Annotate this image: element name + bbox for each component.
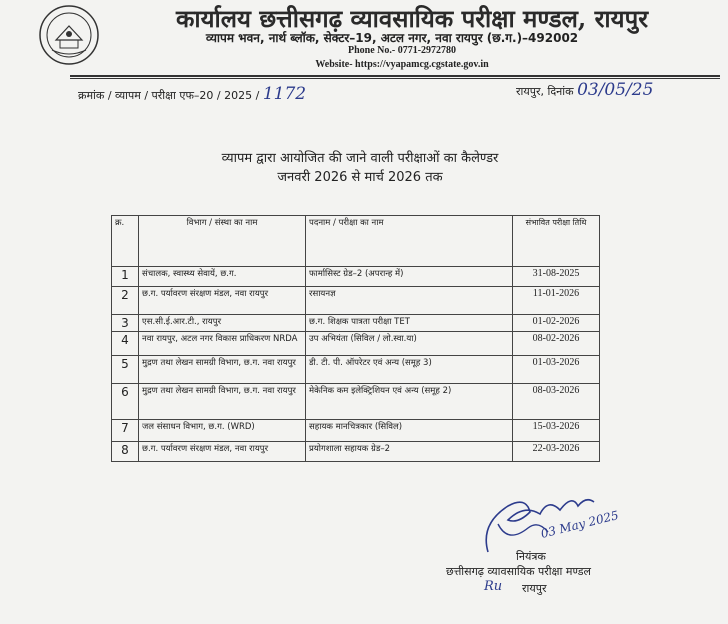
cell-department: जल संसाधन विभाग, छ.ग. (WRD) bbox=[139, 420, 306, 442]
reference-prefix: क्रमांक / व्यापम / परीक्षा एफ–20 / 2025 / bbox=[78, 89, 260, 102]
table-row bbox=[112, 287, 600, 315]
header-post: पदनाम / परीक्षा का नाम bbox=[306, 216, 513, 267]
cell-sn: 1 bbox=[112, 267, 139, 287]
cell-sn: 7 bbox=[112, 420, 139, 442]
date-handwritten-value: 03/05/25 bbox=[577, 80, 654, 100]
org-phone: Phone No.- 0771-2972780 bbox=[347, 45, 457, 56]
cell-sn: 6 bbox=[112, 384, 139, 420]
header-divider bbox=[70, 75, 720, 77]
cell-date: 31-08-2025 bbox=[513, 267, 600, 287]
date-label: रायपुर, दिनांक bbox=[516, 85, 574, 98]
signatory-city: रायपुर bbox=[522, 582, 547, 595]
table-row bbox=[112, 356, 600, 384]
cell-post: सहायक मानचित्रकार (सिविल) bbox=[306, 420, 513, 442]
signatory-org: छत्तीसगढ़ व्यावसायिक परीक्षा मण्डल bbox=[446, 565, 592, 578]
cell-department: छ.ग. पर्यावरण संरक्षण मंडल, नवा रायपुर bbox=[139, 442, 306, 462]
cell-post: डी. टी. पी. ऑपरेटर एवं अन्य (समूह 3) bbox=[306, 356, 513, 384]
cell-sn: 5 bbox=[112, 356, 139, 384]
cell-post: उप अभियंता (सिविल / लो.स्वा.या) bbox=[306, 332, 513, 356]
calendar-subheading: जनवरी 2026 से मार्च 2026 तक bbox=[277, 170, 443, 185]
exam-calendar-table bbox=[111, 215, 600, 462]
signatory-title: नियंत्रक bbox=[516, 550, 546, 563]
cell-sn: 4 bbox=[112, 332, 139, 356]
org-website: Website- https://vyapamcg.cgstate.gov.in bbox=[315, 59, 489, 70]
calendar-heading: व्यापम द्वारा आयोजित की जाने वाली परीक्षाओं का कैलेण्डर bbox=[221, 151, 499, 166]
table-header-row bbox=[112, 216, 600, 267]
cell-department: नवा रायपुर, अटल नगर विकास प्राधिकरण NRDA bbox=[139, 332, 306, 356]
controller-signature bbox=[478, 484, 638, 560]
header-date: संभावित परीक्षा तिथि bbox=[513, 216, 600, 267]
header-sn: क्र. bbox=[112, 216, 139, 267]
reference-number bbox=[78, 84, 306, 104]
cell-date: 01-02-2026 bbox=[513, 315, 600, 332]
cell-date: 01-03-2026 bbox=[513, 356, 600, 384]
cell-date: 15-03-2026 bbox=[513, 420, 600, 442]
cell-date: 08-03-2026 bbox=[513, 384, 600, 420]
cell-date: 11-01-2026 bbox=[513, 287, 600, 315]
signature-date: 03 May 2025 bbox=[539, 508, 621, 541]
reference-handwritten-number: 1172 bbox=[262, 84, 307, 104]
cell-post: फार्मासिस्ट ग्रेड–2 (अपरान्ह में) bbox=[306, 267, 513, 287]
letter-date bbox=[516, 80, 653, 100]
cell-sn: 8 bbox=[112, 442, 139, 462]
table-row bbox=[112, 315, 600, 332]
header-divider-thin bbox=[70, 78, 720, 79]
table-row bbox=[112, 267, 600, 287]
cell-post: प्रयोगशाला सहायक ग्रेड–2 bbox=[306, 442, 513, 462]
vyapam-seal-icon bbox=[38, 4, 100, 66]
table-row bbox=[112, 442, 600, 462]
cell-department: छ.ग. पर्यावरण संरक्षण मंडल, नवा रायपुर bbox=[139, 287, 306, 315]
cell-date: 22-03-2026 bbox=[513, 442, 600, 462]
cell-sn: 2 bbox=[112, 287, 139, 315]
cell-department: मुद्रण तथा लेखन सामग्री विभाग, छ.ग. नवा रायपुर bbox=[139, 384, 306, 420]
header-department: विभाग / संस्था का नाम bbox=[139, 216, 306, 267]
org-title: कार्यालय छत्तीसगढ़ व्यावसायिक परीक्षा मण्डल, रायपुर bbox=[175, 4, 649, 33]
cell-department: मुद्रण तथा लेखन सामग्री विभाग, छ.ग. नवा रायपुर bbox=[139, 356, 306, 384]
table-row bbox=[112, 332, 600, 356]
table-row bbox=[112, 420, 600, 442]
cell-post: मेकेनिक कम इलेक्ट्रिशियन एवं अन्य (समूह 2) bbox=[306, 384, 513, 420]
table-row bbox=[112, 384, 600, 420]
cell-date: 08-02-2026 bbox=[513, 332, 600, 356]
cell-post: रसायनज्ञ bbox=[306, 287, 513, 315]
cell-post: छ.ग. शिक्षक पात्रता परीक्षा TET bbox=[306, 315, 513, 332]
initial-mark: Ru bbox=[484, 579, 503, 594]
cell-sn: 3 bbox=[112, 315, 139, 332]
org-address: व्यापम भवन, नार्थ ब्लॉक, सेक्टर–19, अटल नगर, नवा रायपुर (छ.ग.)–492002 bbox=[205, 31, 579, 45]
cell-department: संचालक, स्वास्थ्य सेवायें, छ.ग. bbox=[139, 267, 306, 287]
cell-department: एस.सी.ई.आर.टी., रायपुर bbox=[139, 315, 306, 332]
